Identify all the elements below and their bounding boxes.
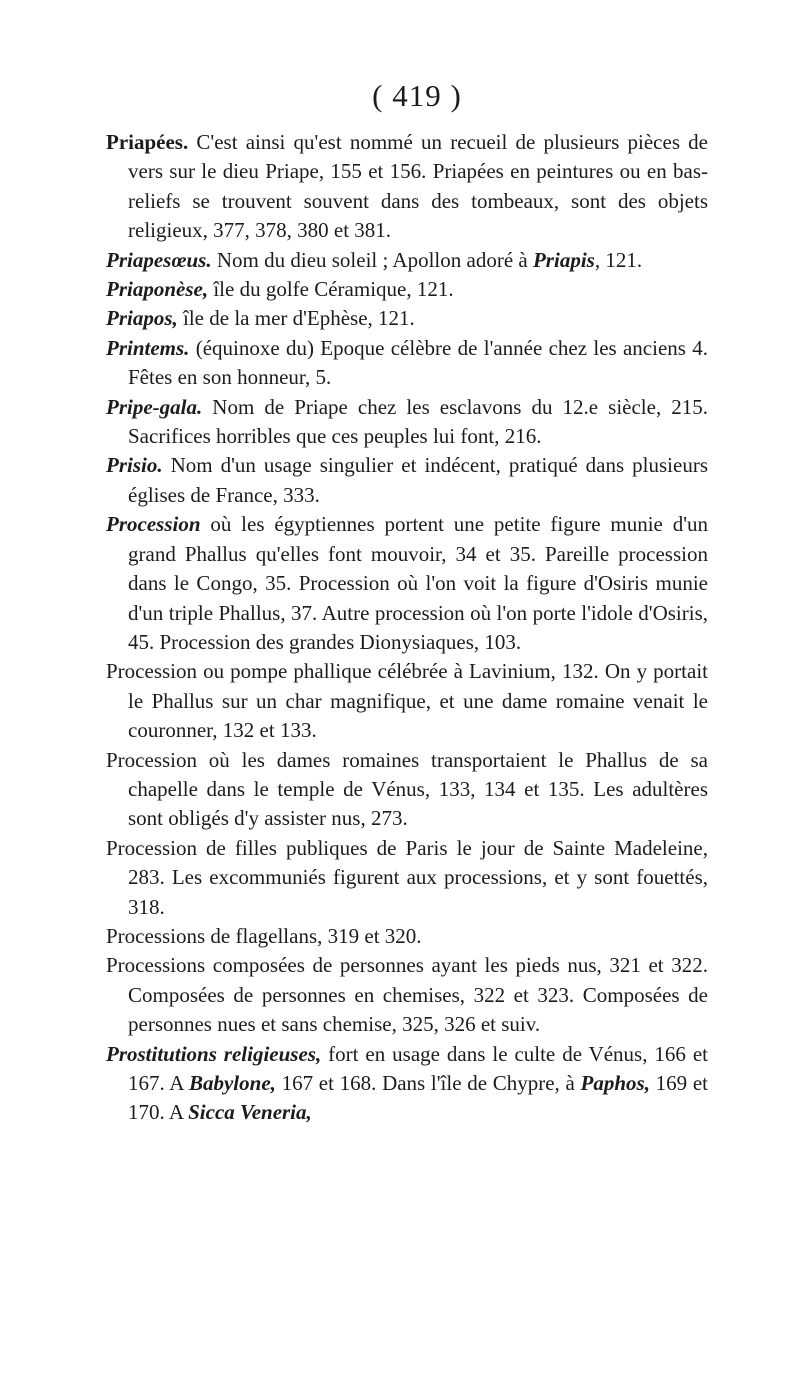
entry-text: Procession ou pompe phallique célébrée à Lavinium, 132. On y portait le Phallus sur un char magnifique, et une dame romaine venait le couronner, 132 et 133. bbox=[106, 659, 708, 743]
entry-headword: Prisio. bbox=[106, 453, 163, 478]
entry-italic-term: Paphos, bbox=[580, 1071, 650, 1095]
index-entry bbox=[106, 922, 708, 951]
entry-text: Procession où les dames romaines transportaient le Phallus de sa chapelle dans le temple de Vénus, 133, 134 et 135. Les adultères sont obligés d'y assister nus, 273. bbox=[106, 747, 708, 831]
entry-text: île du golfe Céramique, 121. bbox=[208, 277, 454, 302]
entry-headword: Priapos, bbox=[106, 306, 178, 331]
entry-text: Procession de filles publiques de Paris le jour de Sainte Madeleine, 283. Les excommuniés figurent aux processions, et y sont fouettés, 318. bbox=[106, 835, 708, 919]
index-entry bbox=[106, 304, 708, 333]
entry-text: (équinoxe du) Epoque célèbre de l'année chez les anciens 4. Fêtes en son honneur, 5. bbox=[128, 335, 708, 390]
entry-headword: Priapesœus. bbox=[106, 247, 212, 272]
entry-text: 167 et 168. Dans l'île de Chypre, à bbox=[275, 1071, 581, 1095]
entry-headword: Priaponèse, bbox=[106, 277, 209, 302]
index-entry bbox=[106, 275, 708, 304]
entry-headword: Printems. bbox=[106, 335, 190, 360]
page-number: ( 419 ) bbox=[372, 78, 462, 113]
entry-text: Nom d'un usage singulier et indécent, pratiqué dans plusieurs églises de France, 333. bbox=[128, 453, 708, 507]
entry-italic-term: Sicca Veneria, bbox=[188, 1100, 312, 1125]
entry-headword: Pripe-gala. bbox=[106, 394, 203, 419]
index-entry bbox=[106, 451, 708, 510]
index-entry bbox=[106, 246, 708, 275]
entry-italic-term: Babylone, bbox=[188, 1071, 276, 1095]
entry-text: Nom du dieu soleil ; Apollon adoré à bbox=[211, 247, 533, 272]
index-entry bbox=[106, 951, 708, 1039]
entry-text: Processions de flagellans, 319 et 320. bbox=[106, 923, 422, 948]
entry-headword: Procession bbox=[106, 512, 201, 537]
index-entry bbox=[106, 128, 708, 246]
entry-italic-term: Priapis bbox=[532, 247, 595, 272]
entry-text-after: , 121. bbox=[594, 247, 643, 272]
entry-text: fort en usage dans le culte de Vénus, 166 et 167. A bbox=[128, 1041, 709, 1095]
entry-text: Processions composées de personnes ayant les pieds nus, 321 et 322. Composées de personnes en chemises, 322 et 323. Composées de personnes nues et sans chemise, 325, 326 et suiv. bbox=[106, 953, 708, 1037]
index-entry bbox=[106, 510, 708, 657]
index-entry bbox=[106, 657, 708, 745]
index-entry bbox=[106, 746, 708, 834]
index-entry bbox=[106, 393, 708, 452]
entry-text: Nom de Priape chez les esclavons du 12.e siècle, 215. Sacrifices horribles que ces peuples lui font, 216. bbox=[128, 394, 708, 449]
entry-text: 169 et 170. A bbox=[128, 1071, 708, 1125]
index-entry-last bbox=[106, 1040, 708, 1128]
index-entry bbox=[106, 334, 708, 393]
entry-headword: Priapées. bbox=[106, 130, 189, 154]
index-entry bbox=[106, 834, 708, 922]
entry-text: île de la mer d'Ephèse, 121. bbox=[177, 306, 415, 331]
entry-text: où les égyptiennes portent une petite figure munie d'un grand Phallus qu'elles font mouvoir, 34 et 35. Pareille procession dans le Congo, 35. Procession où l'on voit la figure d'Osiris munie d'un triple Phallus, 37. Autre procession où l'on porte l'idole d'Osiris, 45. Procession des grandes Dionysiaques, 103. bbox=[128, 512, 708, 654]
entry-text: C'est ainsi qu'est nommé un recueil de plusieurs pièces de vers sur le dieu Priape, 155 et 156. Priapées en peintures ou en bas-reliefs se trouvent souvent dans des tombeaux, sont des objets religieux, 377, 378, 380 et 381. bbox=[128, 130, 708, 243]
index-entries bbox=[106, 128, 708, 1128]
entry-headword: Prostitutions religieuses, bbox=[106, 1041, 322, 1066]
